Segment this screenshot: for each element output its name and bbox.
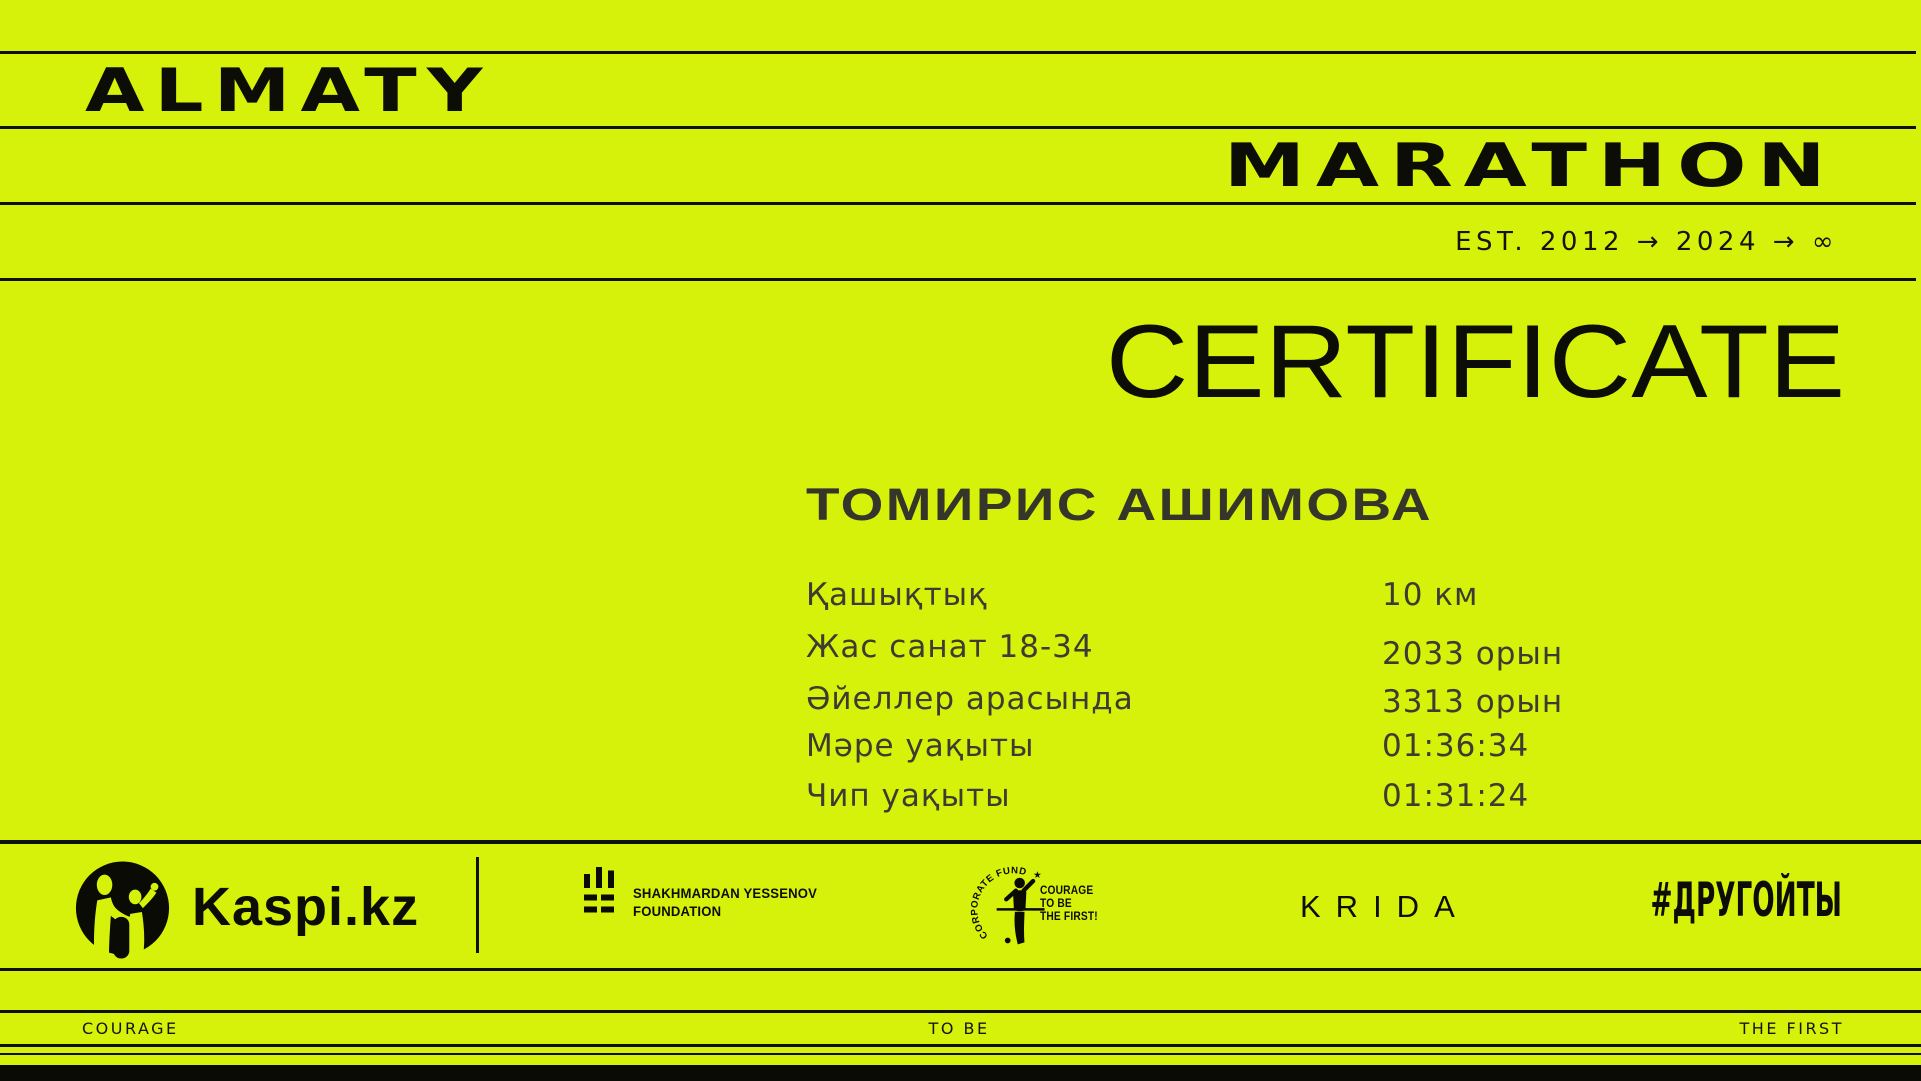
yessenov-bars-icon: [584, 867, 614, 919]
corporate-fund-arc-label: CORPORATE FUND: [969, 865, 1028, 941]
stat-label: Қашықтық: [806, 577, 988, 613]
recipient-name: ТОМИРИС АШИМОВА: [806, 479, 1433, 530]
footer-slogan-left: COURAGE: [82, 1019, 179, 1038]
header-rule-4: [0, 278, 1916, 281]
almaty-wordmark: ALMATY: [85, 55, 493, 126]
marathon-wordmark: MARATHON: [1223, 130, 1836, 201]
hashtag-wordmark: #ДРУГОЙТЫ: [1650, 873, 1842, 928]
established-strip: [0, 205, 1921, 278]
svg-text:★: ★: [1033, 870, 1042, 882]
stat-row-chip-time: [806, 778, 1706, 818]
stat-row-among-women: [806, 681, 1706, 721]
stat-value: 01:31:24: [1382, 778, 1530, 814]
sponsors-rule-bottom: [0, 968, 1921, 971]
sponsors-bar: [0, 844, 1921, 968]
corporate-fund-slogan: [1040, 884, 1098, 924]
marathon-strip: [0, 129, 1921, 202]
established-line: EST. 2012 → 2024 → ∞: [1455, 226, 1838, 257]
footer-slogan-right: THE FIRST: [1739, 1019, 1844, 1038]
krida-wordmark: KRIDA: [1300, 889, 1470, 924]
certificate-title: CERTIFICATE: [1105, 304, 1845, 420]
corporate-fund-slogan-line2: TO BE: [1040, 896, 1072, 911]
almaty-strip: [0, 54, 1921, 127]
bottom-black-bar: [0, 1065, 1921, 1081]
stat-label: Чип уақыты: [806, 778, 1011, 814]
yessenov-line2: FOUNDATION: [633, 903, 722, 919]
bottom-rule-1: [0, 1044, 1921, 1047]
stat-value: 01:36:34: [1382, 728, 1530, 764]
stat-value: 3313 орын: [1382, 684, 1564, 720]
corporate-fund-slogan-line3: THE FIRST!: [1040, 909, 1098, 924]
yessenov-line1: SHAKHMARDAN YESSENOV: [633, 886, 818, 901]
bottom-rule-2: [0, 1053, 1921, 1055]
stat-row-finish-time: [806, 728, 1706, 768]
stat-label: Мәре уақыты: [806, 728, 1035, 764]
stat-value: 2033 орын: [1382, 636, 1564, 672]
kaspi-family-icon: [74, 861, 171, 961]
yessenov-wordmark: [633, 885, 817, 920]
sponsor-divider: [476, 857, 479, 953]
stat-label: Әйеллер арасында: [806, 681, 1134, 717]
corporate-fund-slogan-line1: COURAGE: [1040, 883, 1094, 897]
stat-row-distance: [806, 577, 1706, 617]
stat-row-age-category: [806, 629, 1706, 672]
stat-value: 10 км: [1382, 577, 1479, 613]
footer-slogan-center: TO BE: [928, 1019, 990, 1038]
stat-label: Жас санат 18-34: [806, 629, 1094, 665]
footer-slogan-bar: [0, 1013, 1921, 1044]
kaspi-wordmark: Kaspi.kz: [192, 877, 420, 937]
